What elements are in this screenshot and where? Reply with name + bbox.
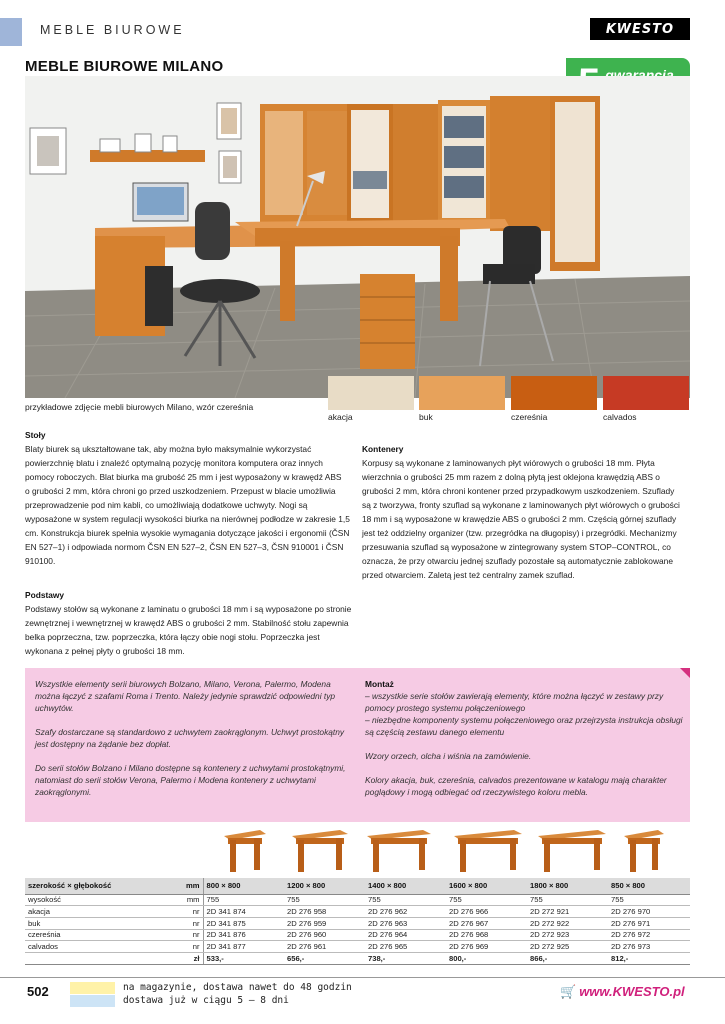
text-line: belka poprzeczna, tzw. poprzeczka, która łączy obie nogi stołu. Poprzeczka jest bbox=[25, 632, 320, 642]
text-line: powierzchnię blatu i znaleźć optymalną pozycję monitora komputera oraz innych bbox=[25, 458, 323, 468]
desk-800-image bbox=[222, 826, 268, 876]
section-heading: Podstawy bbox=[25, 590, 65, 600]
text-line: jest też oddzielny organizer (tzw. przegródka na długopisy) i przegródki. Mechanizmy bbox=[362, 528, 677, 538]
cell: 755 bbox=[608, 894, 690, 906]
desk-1400-image bbox=[365, 826, 433, 876]
price-cell: 533,- bbox=[203, 952, 284, 964]
cell: 755 bbox=[446, 894, 527, 906]
cart-icon: 🛒 bbox=[560, 984, 577, 999]
header-label: szerokość × głębokość bbox=[25, 878, 175, 894]
section-stoly bbox=[25, 428, 360, 568]
header-unit: mm bbox=[175, 878, 203, 894]
assembly-notes bbox=[365, 678, 685, 810]
text-line: EN 527–1) i odpowiada normom ČSN EN 527–2, ČSN EN 527–3, ČSN 910001 i ČSN bbox=[25, 542, 344, 552]
delivery-line: na magazynie, dostawa nawet do 48 godzin bbox=[123, 982, 352, 993]
cell: 2D 272 925 bbox=[527, 941, 608, 953]
cell: 755 bbox=[203, 894, 284, 906]
cell: 2D 341 874 bbox=[203, 906, 284, 918]
website-link[interactable] bbox=[560, 984, 685, 1000]
swatch-label: buk bbox=[419, 412, 433, 422]
cell: 2D 341 875 bbox=[203, 917, 284, 929]
swatch-buk bbox=[419, 376, 505, 410]
corner-mark bbox=[680, 668, 690, 678]
header-size: 1200 × 800 bbox=[284, 878, 365, 894]
row-label: calvados bbox=[25, 941, 175, 953]
header-size: 1800 × 800 bbox=[527, 878, 608, 894]
cell: 2D 272 923 bbox=[527, 929, 608, 941]
stock-color-key bbox=[70, 982, 115, 994]
section-heading: Stoły bbox=[25, 430, 46, 440]
note-paragraph: Kolory akacja, buk, czereśnia, calvados prezentowane w katalogu mają charakter poglądowy i mogą odbiegać od rzeczywistego koloru mebla. bbox=[365, 775, 667, 797]
cell: 2D 276 971 bbox=[608, 917, 690, 929]
desk-1200-image bbox=[290, 826, 350, 876]
assembly-line: – wszystkie serie stołów zawierają elementy, które można łączyć w zestawy przy pomocy prostego systemu połączeniowego bbox=[365, 691, 664, 713]
row-unit: zł bbox=[175, 952, 203, 964]
section-podstawy bbox=[25, 588, 360, 658]
delivery-color-key bbox=[70, 995, 115, 1007]
row-unit: mm bbox=[175, 894, 203, 906]
cell: 2D 276 959 bbox=[284, 917, 365, 929]
cell: 2D 276 973 bbox=[608, 941, 690, 953]
text-line: grubości 2 mm, która chroni kontener przed przypadkowym uszkodzeniem. Szuflady bbox=[362, 486, 675, 496]
text-line: przesuwania szuflad są wyposażone w zintegrowany system STOP–CONTROL, co bbox=[362, 542, 671, 552]
text-line: oznacza, że przy otwarciu jednej szuflady pozostałe są automatycznie zablokowane bbox=[362, 556, 673, 566]
assembly-line: – niezbędne komponenty systemu połączeniowego oraz przejrzysta instrukcja obsługi są częścią zestawu danego elementu bbox=[365, 715, 683, 737]
table-header-row bbox=[25, 878, 690, 894]
cell: 755 bbox=[284, 894, 365, 906]
price-row bbox=[25, 952, 690, 964]
text-line: wierzchnia o grubości 25 mm razem z dolną płytą jest oklejona krawędzią ABS o bbox=[362, 472, 660, 482]
logo-text: KWESTO bbox=[605, 21, 675, 37]
info-box bbox=[25, 668, 690, 822]
header-size: 1600 × 800 bbox=[446, 878, 527, 894]
note-paragraph: Wszystkie elementy serii biurowych Bolzano, Milano, Verona, Palermo, Modena można łączyć z szafami Roma i Trento. Należy jedynie sprawdzić odpowiedni typ uchwytów. bbox=[35, 679, 336, 713]
compatibility-notes bbox=[35, 678, 355, 810]
website-url: www.KWESTO.pl bbox=[579, 984, 685, 999]
note-paragraph: Szafy dostarczane są standardowo z uchwytem zaokrąglonym. Uchwyt prostokątny jest dostępny na żądanie bez dopłat. bbox=[35, 727, 345, 749]
text-line: zewnętrznej i wewnętrznej w krawędź ABS o grubości 2 mm. Stabilność stołu zapewnia bbox=[25, 618, 349, 628]
price-cell: 812,- bbox=[608, 952, 690, 964]
price-cell: 866,- bbox=[527, 952, 608, 964]
kwesto-logo[interactable] bbox=[590, 18, 690, 40]
price-cell: 738,- bbox=[365, 952, 446, 964]
row-label: akacja bbox=[25, 906, 175, 918]
text-line: cm. Konstrukcja biurek spełnia wysokie wymagania dotyczące jakości i ergonomii (ČSN bbox=[25, 528, 350, 538]
table-row bbox=[25, 906, 690, 918]
text-line: o grubości 2 mm, która chroni go przed uszkodzeniem. Przepust w blacie umożliwia bbox=[25, 486, 336, 496]
desk-850-image bbox=[622, 826, 666, 876]
cell: 2D 276 963 bbox=[365, 917, 446, 929]
row-unit: nr bbox=[175, 929, 203, 941]
cell: 2D 276 968 bbox=[446, 929, 527, 941]
cell: 2D 276 967 bbox=[446, 917, 527, 929]
price-cell: 656,- bbox=[284, 952, 365, 964]
table-row bbox=[25, 894, 690, 906]
page-title: MEBLE BIUROWE MILANO bbox=[25, 58, 224, 75]
text-line: 18 mm i są wyposażone w krawędzie ABS o grubości 2 mm. Częścią górnej szuflady bbox=[362, 514, 677, 524]
section-tab bbox=[0, 18, 22, 46]
swatch-czeresnia bbox=[511, 376, 597, 410]
row-label: buk bbox=[25, 917, 175, 929]
cell: 2D 276 966 bbox=[446, 906, 527, 918]
row-unit: nr bbox=[175, 906, 203, 918]
text-line: 910100. bbox=[25, 556, 56, 566]
row-unit: nr bbox=[175, 941, 203, 953]
table-row bbox=[25, 917, 690, 929]
cell: 2D 276 970 bbox=[608, 906, 690, 918]
cell: 2D 276 972 bbox=[608, 929, 690, 941]
cell: 2D 276 961 bbox=[284, 941, 365, 953]
product-photo bbox=[25, 76, 690, 398]
text-line: przeprowadzenie pod nim kabli, co umożliwiają dodatkowe uchwyty. Nogi są bbox=[25, 500, 308, 510]
header-size: 1400 × 800 bbox=[365, 878, 446, 894]
text-line: Blaty biurek są ukształtowane tak, aby można było maksymalnie wykorzystać bbox=[25, 444, 312, 454]
note-paragraph: Do serii stołów Bolzano i Milano dostępne są kontenery z uchwytami prostokątnymi, natomiast do serii stołów Verona, Palermo i Modena kontenery z uchwytami zaokrąglonymi. bbox=[35, 763, 346, 797]
section-kontenery bbox=[362, 442, 692, 582]
note-paragraph: Wzory orzech, olcha i wiśnia na zamówienie. bbox=[365, 751, 532, 761]
cell: 755 bbox=[527, 894, 608, 906]
table-row bbox=[25, 929, 690, 941]
page-number: 502 bbox=[27, 984, 49, 999]
swatch-label: calvados bbox=[603, 412, 637, 422]
section-heading: Kontenery bbox=[362, 444, 404, 454]
swatch-label: czereśnia bbox=[511, 412, 548, 422]
cell: 2D 276 969 bbox=[446, 941, 527, 953]
delivery-line: dostawa już w ciągu 5 – 8 dni bbox=[123, 995, 289, 1006]
price-cell: 800,- bbox=[446, 952, 527, 964]
text-line: Podstawy stołów są wykonane z laminatu o grubości 18 mm i są wyposażone po stronie bbox=[25, 604, 352, 614]
cell: 2D 272 922 bbox=[527, 917, 608, 929]
text-line: Korpusy są wykonane z laminowanych płyt wiórowych o grubości 18 mm. Płyta bbox=[362, 458, 655, 468]
assembly-heading: Montaż bbox=[365, 679, 394, 689]
footer-divider bbox=[0, 977, 725, 978]
row-label bbox=[25, 952, 175, 964]
section-label: MEBLE BIUROWE bbox=[40, 23, 185, 37]
desk-1600-image bbox=[452, 826, 524, 876]
text-line: wykonana z pełnej płyty o grubości 18 mm. bbox=[25, 646, 185, 656]
row-unit: nr bbox=[175, 917, 203, 929]
row-label: czereśnia bbox=[25, 929, 175, 941]
swatch-calvados bbox=[603, 376, 689, 410]
cell: 2D 276 958 bbox=[284, 906, 365, 918]
header-size: 800 × 800 bbox=[203, 878, 284, 894]
text-line: przed otwarciem. Zaletą jest też centralny zamek szuflad. bbox=[362, 570, 575, 580]
cell: 2D 276 964 bbox=[365, 929, 446, 941]
cell: 2D 276 960 bbox=[284, 929, 365, 941]
row-label: wysokość bbox=[25, 894, 175, 906]
cell: 2D 276 965 bbox=[365, 941, 446, 953]
cell: 2D 341 877 bbox=[203, 941, 284, 953]
text-line: pomocy roboczych. Blat biurka ma grubość 25 mm i jest wyposażony w krawędź ABS bbox=[25, 472, 342, 482]
text-line: są z tworzywa, fronty szuflad są wykonane z laminowanych płyt wiórowych o grubości bbox=[362, 500, 680, 510]
swatch-label: akacja bbox=[328, 412, 353, 422]
desk-1800-image bbox=[536, 826, 608, 876]
spec-table bbox=[25, 878, 690, 965]
photo-caption: przykładowe zdjęcie mebli biurowych Milano, wzór czereśnia bbox=[25, 402, 254, 412]
cell: 2D 276 962 bbox=[365, 906, 446, 918]
table-row bbox=[25, 941, 690, 953]
cell: 2D 272 921 bbox=[527, 906, 608, 918]
swatch-akacja bbox=[328, 376, 414, 410]
delivery-info bbox=[123, 981, 352, 1007]
cell: 755 bbox=[365, 894, 446, 906]
header-size: 850 × 800 bbox=[608, 878, 690, 894]
cell: 2D 341 876 bbox=[203, 929, 284, 941]
text-line: wyposażone w system regulacji wysokości biurka na nierównej podłodze w zakresie 1,5 bbox=[25, 514, 350, 524]
